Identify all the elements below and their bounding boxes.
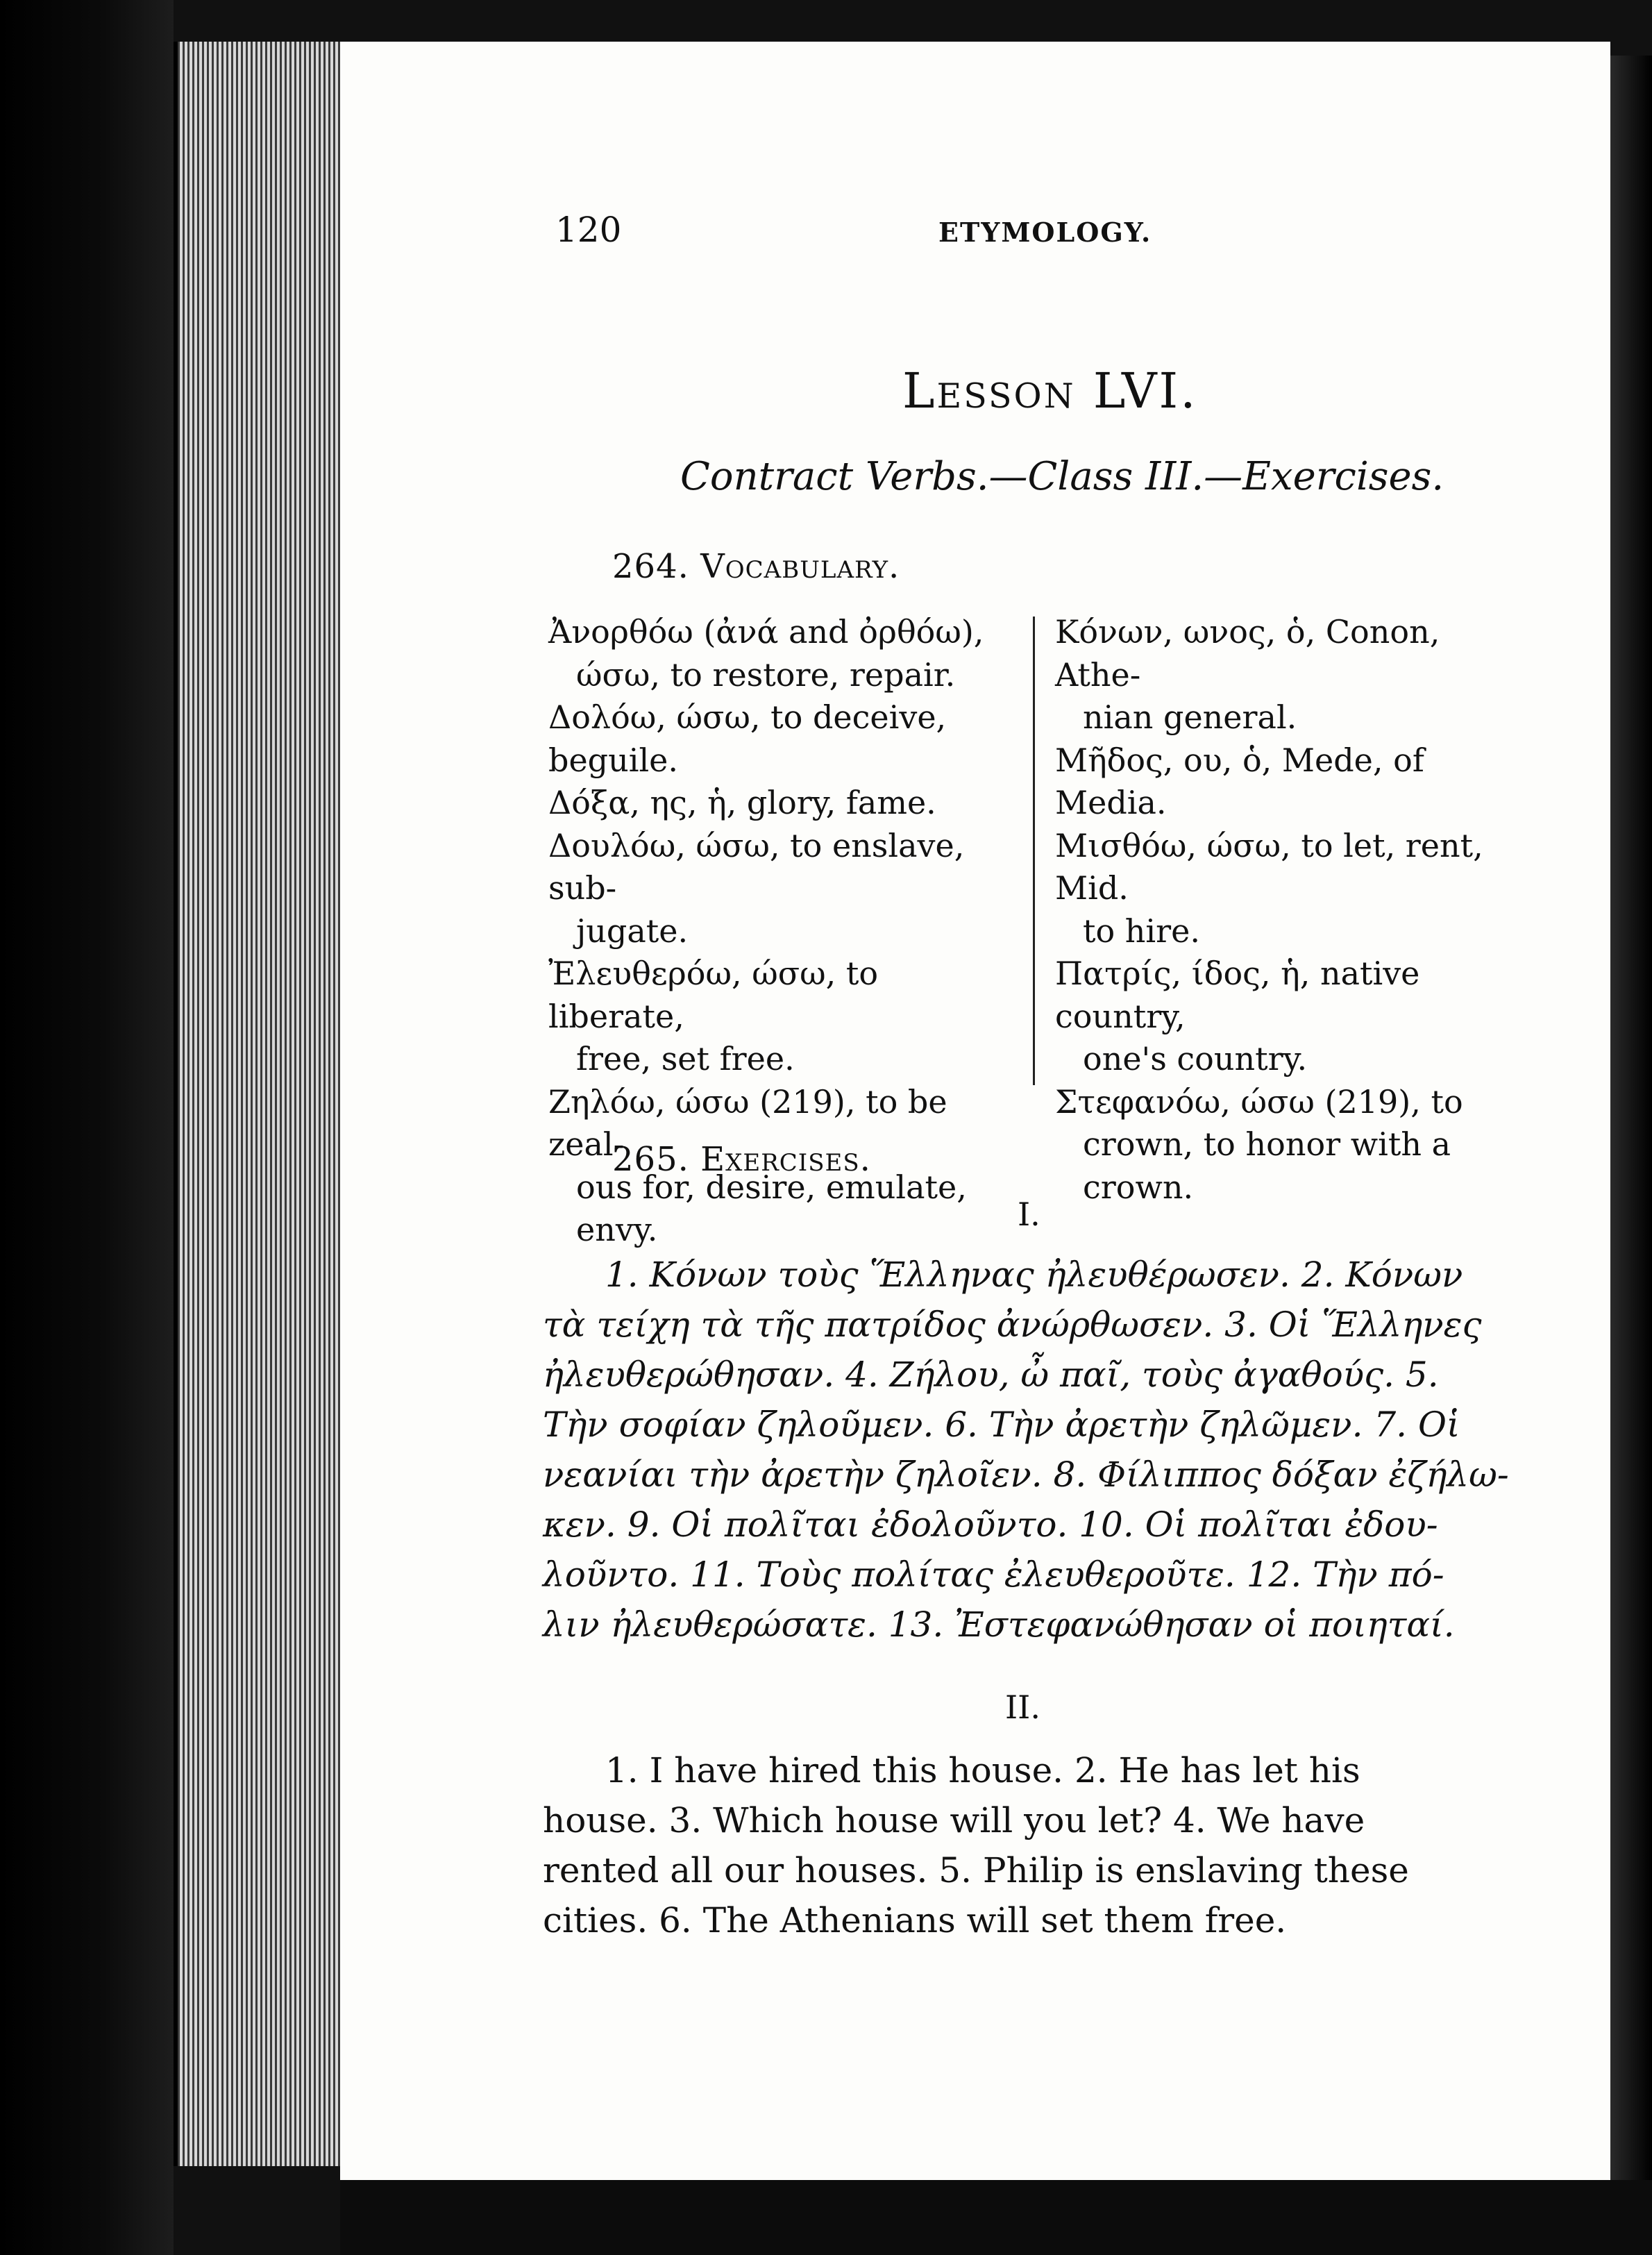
vocabulary-line: Στεφανόω, ώσω (219), to	[1055, 1082, 1463, 1121]
exercise-line: rented all our houses. 5. Philip is enslaving these	[543, 1850, 1409, 1891]
page-number: 120	[555, 210, 622, 250]
vocabulary-line: Ζηλόω, ώσω (219), to be zeal-	[548, 1082, 947, 1163]
vocabulary-line: crown.	[1083, 1168, 1194, 1206]
exercise-line: τὰ τείχη τὰ τῆς πατρίδος ἀνώρθωσεν. 3. Οἱ Ἕλληνες	[543, 1305, 1482, 1345]
vocabulary-line: one's country.	[1083, 1040, 1308, 1078]
vocabulary-line: Δολόω, ώσω, to deceive, beguile.	[548, 698, 947, 779]
running-head: ETYMOLOGY.	[938, 217, 1152, 248]
exercise-line: house. 3. Which house will you let? 4. We have	[543, 1800, 1365, 1841]
vocabulary-line: Κόνων, ωνος, ὁ, Conon, Athe-	[1055, 613, 1440, 694]
lesson-subtitle: Contract Verbs.—Class III.—Exercises.	[680, 454, 1444, 499]
vocabulary-line: free, set free.	[576, 1040, 795, 1078]
vocabulary-line: ώσω, to restore, repair.	[576, 655, 956, 694]
vocabulary-entry	[1055, 953, 1513, 1081]
greek-exercises	[543, 1250, 1508, 1650]
scan-dark-margin-left	[0, 0, 174, 2255]
exercise-line: κεν. 9. Οἱ πολῖται ἐδολοῦντο. 10. Οἱ πολῖται ἐδου-	[543, 1504, 1438, 1545]
book-page-edges	[174, 42, 344, 2166]
vocabulary-entry	[548, 696, 1006, 782]
vocabulary-line: to hire.	[1083, 912, 1200, 950]
scan-dark-margin-right	[1610, 56, 1652, 2194]
vocabulary-line: Δουλόω, ώσω, to enslave, sub-	[548, 826, 965, 907]
exercise-line: 1. Κόνων τοὺς Ἕλληνας ἠλευθέρωσεν. 2. Κόνων	[605, 1255, 1463, 1295]
exercise-part-one-label: I.	[1018, 1196, 1040, 1233]
exercise-line: ἠλευθερώθησαν. 4. Ζήλου, ὦ παῖ, τοὺς ἀγαθούς. 5.	[543, 1355, 1439, 1395]
exercise-line: 1. I have hired this house. 2. He has let his	[605, 1750, 1360, 1791]
vocabulary-entry	[1055, 1081, 1513, 1209]
vocabulary-line: Ἀνορθόω (ἀνά and ὀρθόω),	[548, 613, 984, 651]
exercise-line: Τὴν σοφίαν ζηλοῦμεν. 6. Τὴν ἀρετὴν ζηλῶμεν. 7. Οἱ	[543, 1405, 1460, 1445]
vocabulary-entry	[548, 782, 1006, 825]
vocabulary-line: Ἐλευθερόω, ώσω, to liberate,	[548, 955, 879, 1035]
english-exercises	[543, 1745, 1508, 1945]
vocabulary-line: ous for, desire, emulate, envy.	[576, 1168, 967, 1248]
vocabulary-line: Μῆδος, ου, ὁ, Mede, of Media.	[1055, 741, 1424, 821]
column-divider	[1033, 617, 1035, 1085]
vocabulary-line: nian general.	[1083, 698, 1297, 736]
exercise-line: cities. 6. The Athenians will set them free.	[543, 1900, 1287, 1940]
scan-dark-margin-bottom	[340, 2180, 1652, 2255]
vocabulary-entry	[1055, 825, 1513, 953]
vocabulary-entry	[548, 611, 1006, 696]
vocabulary-entry	[1055, 739, 1513, 825]
vocabulary-entry	[548, 825, 1006, 953]
vocabulary-heading: 264. Vocabulary.	[612, 547, 900, 586]
vocabulary-entry	[548, 953, 1006, 1081]
exercise-line: λοῦντο. 11. Τοὺς πολίτας ἐλευθεροῦτε. 12. Τὴν πό-	[543, 1554, 1444, 1595]
vocabulary-line: crown, to honor with a	[1083, 1125, 1451, 1163]
vocabulary-line: Μισθόω, ώσω, to let, rent, Mid.	[1055, 826, 1483, 907]
vocabulary-line: jugate.	[576, 912, 689, 950]
vocabulary-right-column	[1055, 611, 1513, 1209]
exercises-heading: 265. Exercises.	[612, 1140, 871, 1179]
vocabulary-line: Πατρίς, ίδος, ἡ, native country,	[1055, 955, 1420, 1035]
exercise-part-two-label: II.	[1005, 1688, 1040, 1726]
lesson-title: Lesson LVI.	[902, 362, 1198, 419]
vocabulary-line: Δόξα, ης, ἡ, glory, fame.	[548, 784, 936, 821]
vocabulary-entry	[1055, 611, 1513, 739]
exercise-line: νεανίαι τὴν ἀρετὴν ζηλοῖεν. 8. Φίλιππος δόξαν ἐζήλω-	[543, 1455, 1509, 1495]
exercise-line: λιν ἠλευθερώσατε. 13. Ἐστεφανώθησαν οἱ ποιηταί.	[543, 1604, 1455, 1645]
